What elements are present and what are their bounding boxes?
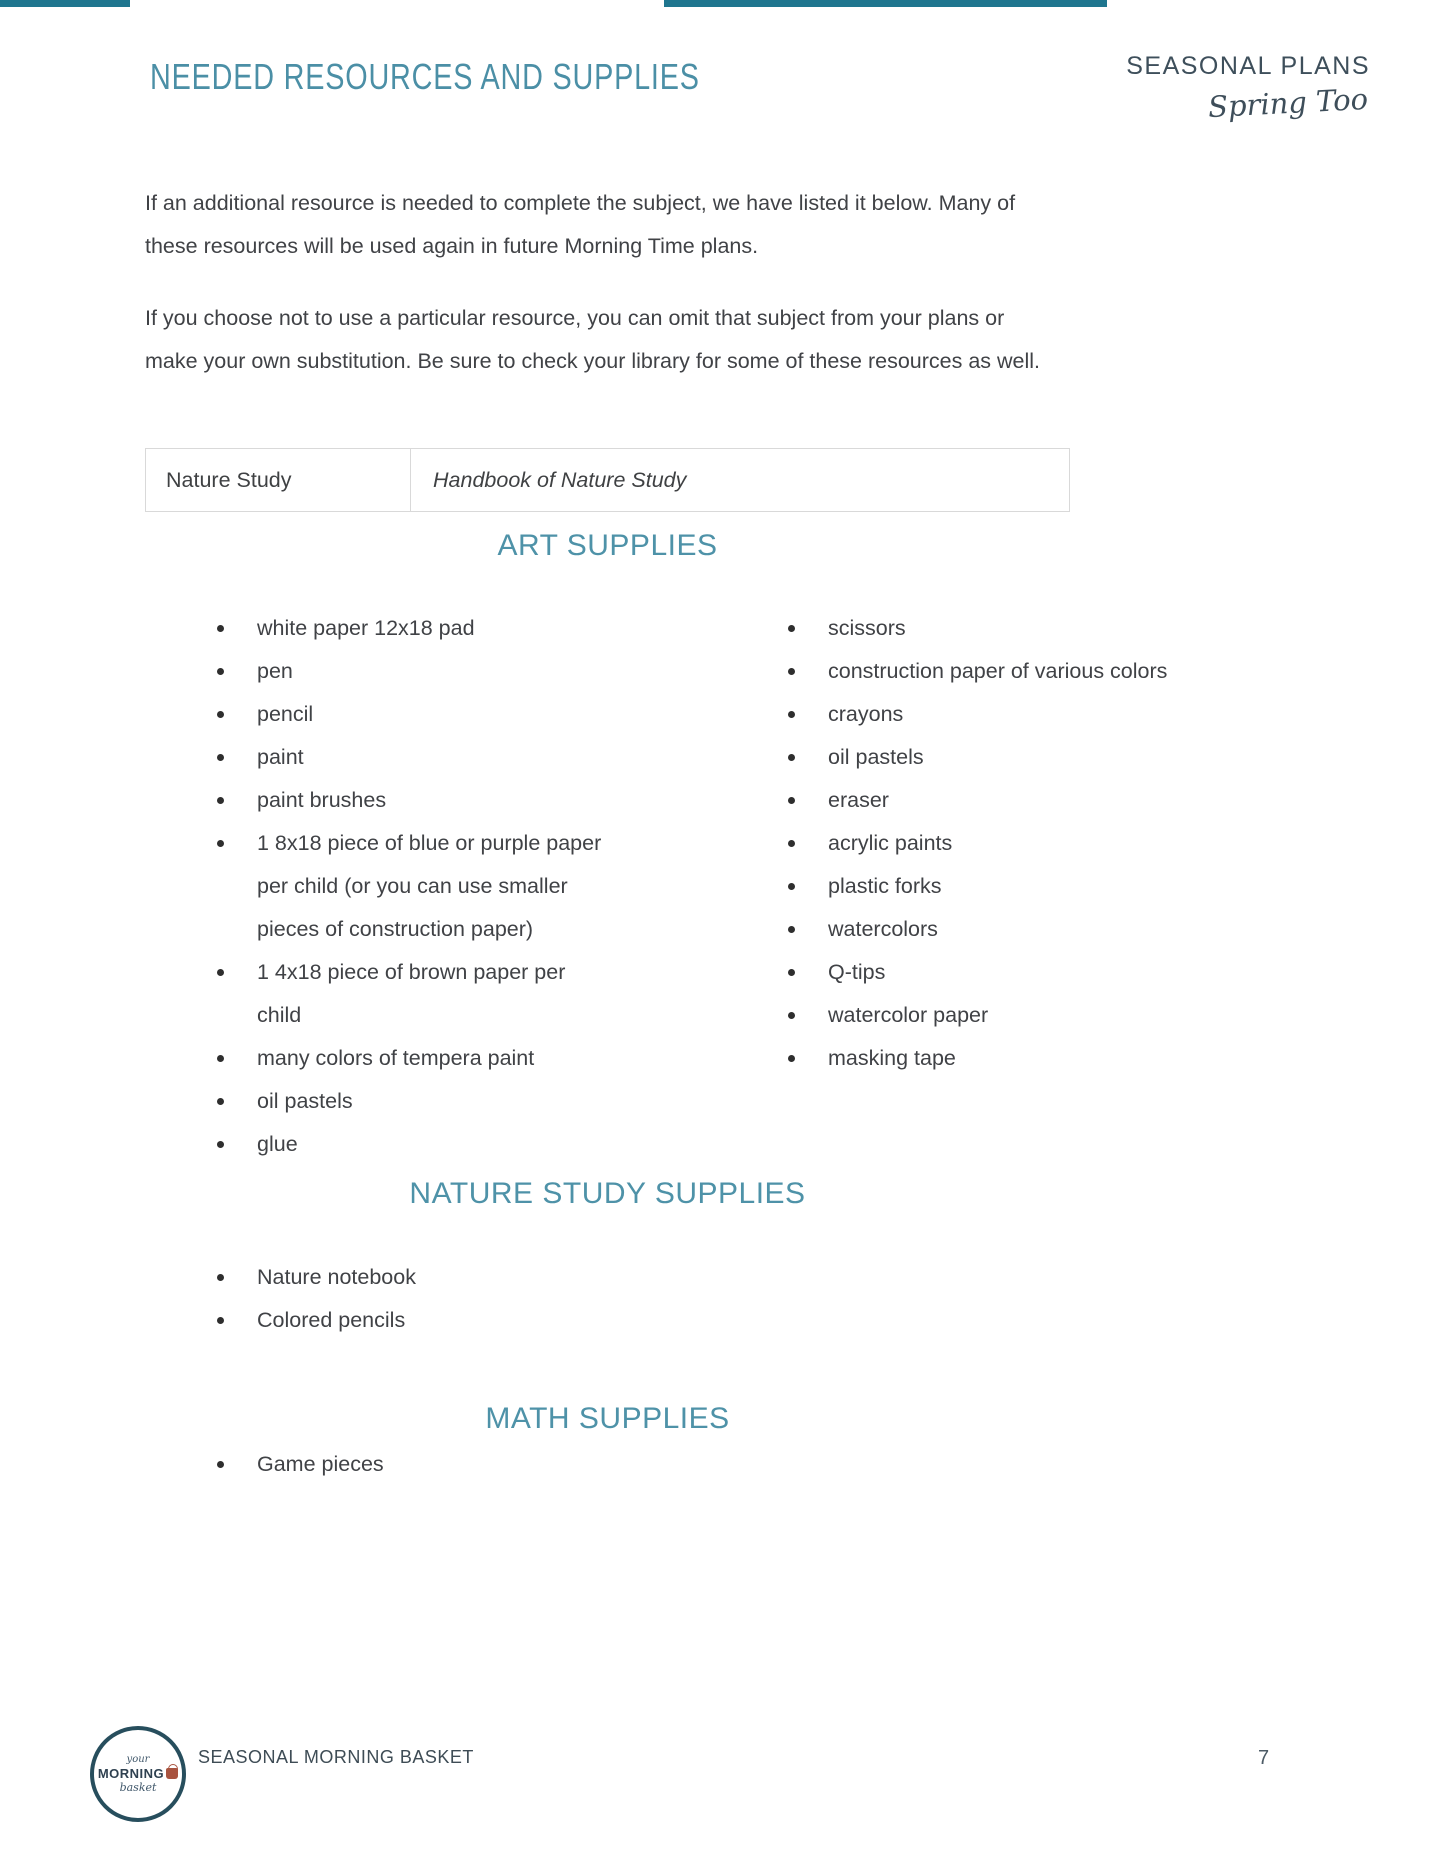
list-item: pencil (257, 693, 601, 736)
list-item: watercolors (828, 908, 1167, 951)
logo-word-your: your (126, 1754, 150, 1765)
list-item: construction paper of various colors (828, 650, 1167, 693)
page-number: 7 (1258, 1747, 1270, 1769)
list-item: oil pastels (828, 736, 1167, 779)
list-item: crayons (828, 693, 1167, 736)
list-item: watercolor paper (828, 994, 1167, 1037)
list-item: Q-tips (828, 951, 1167, 994)
list-item: paint brushes (257, 779, 601, 822)
nature-study-supplies-list (257, 1256, 416, 1342)
page-title (150, 56, 837, 98)
footer-brand-text: SEASONAL MORNING BASKET (198, 1747, 474, 1767)
list-item: paint (257, 736, 601, 779)
brand-subtitle-script: Spring Too (1207, 81, 1369, 125)
list-item: Game pieces (257, 1443, 384, 1486)
section-heading-math-supplies: MATH SUPPLIES (485, 1402, 730, 1435)
list-item: glue (257, 1123, 601, 1166)
resource-subject-cell: Nature Study (146, 449, 411, 511)
header-rule-right (664, 0, 1107, 7)
resource-table (145, 448, 1070, 512)
resource-name-cell: Handbook of Nature Study (433, 467, 687, 492)
list-item: Colored pencils (257, 1299, 416, 1342)
list-item: 1 4x18 piece of brown paper per child (257, 951, 601, 1037)
math-supplies-list (257, 1443, 384, 1486)
brand-title: SEASONAL PLANS (1126, 52, 1370, 80)
intro-paragraph-1: If an additional resource is needed to complete the subject, we have listed it below. Many of these resources will be used again in future Morning Time plans. (145, 191, 1016, 258)
section-heading-nature-study-supplies: NATURE STUDY SUPPLIES (409, 1177, 806, 1210)
list-item: white paper 12x18 pad (257, 607, 601, 650)
list-item: masking tape (828, 1037, 1167, 1080)
morning-basket-logo (90, 1726, 186, 1822)
list-item: scissors (828, 607, 1167, 650)
list-item: plastic forks (828, 865, 1167, 908)
list-item: eraser (828, 779, 1167, 822)
intro-paragraph-2: If you choose not to use a particular resource, you can omit that subject from your plans or make your own substitution. Be sure to check your library for some of these resources as well. (145, 306, 1041, 373)
section-heading-art-supplies: ART SUPPLIES (497, 529, 718, 562)
list-item: acrylic paints (828, 822, 1167, 865)
list-item: oil pastels (257, 1080, 601, 1123)
logo-word-morning (98, 1767, 178, 1780)
list-item: many colors of tempera paint (257, 1037, 601, 1080)
logo-word-basket: basket (119, 1781, 157, 1794)
page-title-text: NEEDED RESOURCES AND SUPPLIES (150, 56, 700, 97)
header-rule-left (0, 0, 130, 7)
list-item: Nature notebook (257, 1256, 416, 1299)
basket-icon (166, 1768, 178, 1779)
logo-morning-text: MORNING (97, 1766, 165, 1781)
art-supplies-list-right (828, 607, 1167, 1080)
art-supplies-list-left (257, 607, 601, 1166)
list-item: 1 8x18 piece of blue or purple paper per child (or you can use smaller pieces of construction paper) (257, 822, 601, 951)
list-item: pen (257, 650, 601, 693)
